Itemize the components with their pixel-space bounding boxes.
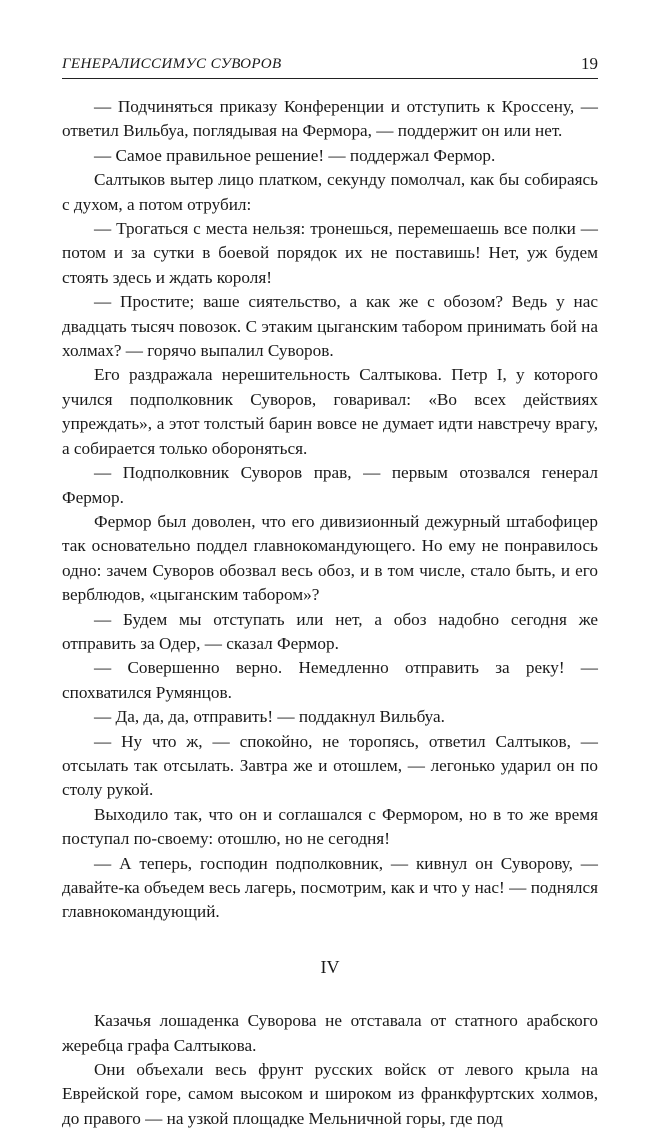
header-rule: [62, 78, 598, 79]
page-number: 19: [581, 54, 598, 73]
running-head: [62, 54, 598, 80]
paragraph: — Трогаться с места нельзя: тронешься, перемешаешь все полки — потом и за сутки в боевой порядок их не поставишь! Нет, уж будем стоять здесь и ждать короля!: [62, 219, 598, 287]
paragraph: Они объехали весь фрунт русских войск от левого крыла на Еврейской горе, самом высоком и широком из франкфуртских холмов, до правого — на узкой площадке Мельничной горы, где под: [62, 1060, 598, 1128]
paragraph: — Простите; ваше сиятельство, а как же с обозом? Ведь у нас двадцать тысяч повозок. С этаким цыганским табором принимать бой на холмах? — горячо выпалил Суворов.: [62, 292, 598, 361]
paragraph: — Ну что ж, — спокойно, не торопясь, ответил Салтыков, — отсылать так отсылать. Завтра же и отошлем, — легонько ударил он по столу рукой.: [62, 731, 598, 800]
paragraph: — Подчиняться приказу Конференции и отступить к Кроссену, — ответил Вильбуа, поглядывая на Фермора, — поддержит он или нет.: [62, 97, 598, 141]
paragraph: — Да, да, да, отправить! — поддакнул Вильбуа.: [94, 707, 445, 727]
running-title: ГЕНЕРАЛИССИМУС СУВОРОВ: [62, 56, 282, 72]
paragraph: — Подполковник Суворов прав, — первым отозвался генерал Фермор.: [62, 463, 598, 507]
paragraph: — Будем мы отступать или нет, а обоз надобно сегодня же отправить за Одер, — сказал Фермор.: [62, 609, 598, 653]
body-text: [62, 95, 598, 1131]
paragraph: Фермор был доволен, что его дивизионный дежурный штабофицер так основательно поддел главнокомандующего. Но ему не понравилось одно: зачем Суворов обозвал весь обоз, и в том числе, стало быть, и его верблюдов, «цыганским табором»?: [62, 511, 598, 605]
paragraph: — А теперь, господин подполковник, — кивнул он Суворову, — давайте-ка объедем весь лагерь, посмотрим, как и что у нас! — поднялся главнокомандующий.: [62, 853, 598, 922]
paragraph: — Совершенно верно. Немедленно отправить за реку! — спохватился Румянцов.: [62, 658, 598, 702]
chapter-number: IV: [320, 956, 340, 977]
paragraph: Его раздражала нерешительность Салтыкова. Петр I, у которого учился подполковник Суворов, говаривал: «Во всех действиях упреждать», а этот толстый барин вовсе не думает идти навстречу врагу, а собирается только обороняться.: [62, 365, 598, 458]
paragraph: — Самое правильное решение! — поддержал Фермор.: [94, 145, 496, 165]
paragraph: Салтыков вытер лицо платком, секунду помолчал, как бы собираясь с духом, а потом отрубил:: [62, 170, 598, 214]
paragraph: Выходило так, что он и соглашался с Фермором, но в то же время поступал по-своему: отошлю, но не сегодня!: [62, 804, 598, 849]
paragraph: Казачья лошаденка Суворова не отставала от статного арабского жеребца графа Салтыкова.: [62, 1011, 598, 1055]
